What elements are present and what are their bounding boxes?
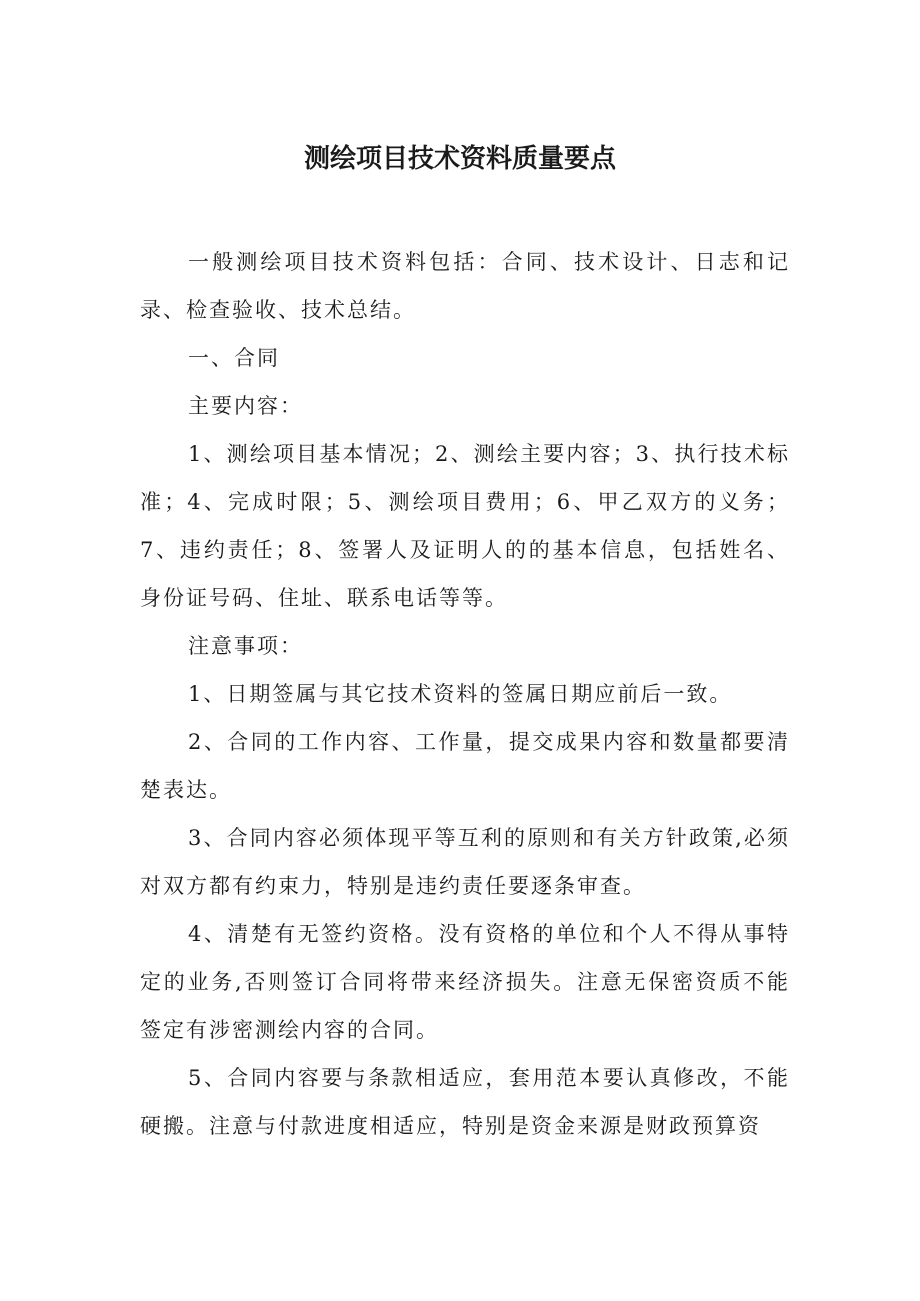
document-body: [140, 238, 790, 1150]
paragraph-note-3: 3、合同内容必须体现平等互利的原则和有关方针政策,必须对双方都有约束力，特别是违约责任要逐条审查。: [140, 826, 790, 898]
paragraph-intro: 一般测绘项目技术资料包括：合同、技术设计、日志和记录、检查验收、技术总结。: [140, 250, 790, 322]
paragraph-note-2: 2、合同的工作内容、工作量，提交成果内容和数量都要清楚表达。: [140, 730, 790, 802]
document-title: 测绘项目技术资料质量要点: [303, 144, 616, 174]
paragraph-note-4: 4、清楚有无签约资格。没有资格的单位和个人不得从事特定的业务,否则签订合同将带来经济损失。注意无保密资质不能签定有涉密测绘内容的合同。: [140, 922, 790, 1042]
paragraph-note-1: 1、日期签属与其它技术资料的签属日期应前后一致。: [188, 682, 733, 706]
subheading-notes: 注意事项：: [188, 634, 303, 658]
section-heading-contract: 一、合同: [188, 346, 280, 370]
paragraph-note-5: 5、合同内容要与条款相适应，套用范本要认真修改，不能硬搬。注意与付款进度相适应，特别是资金来源是财政预算资: [140, 1066, 790, 1138]
subheading-main-content: 主要内容：: [188, 394, 303, 418]
paragraph-main-content-list: 1、测绘项目基本情况；2、测绘主要内容；3、执行技术标准；4、完成时限；5、测绘项目费用；6、甲乙双方的义务；7、违约责任；8、签署人及证明人的的基本信息，包括姓名、身份证号码、住址、联系电话等等。: [140, 442, 790, 610]
